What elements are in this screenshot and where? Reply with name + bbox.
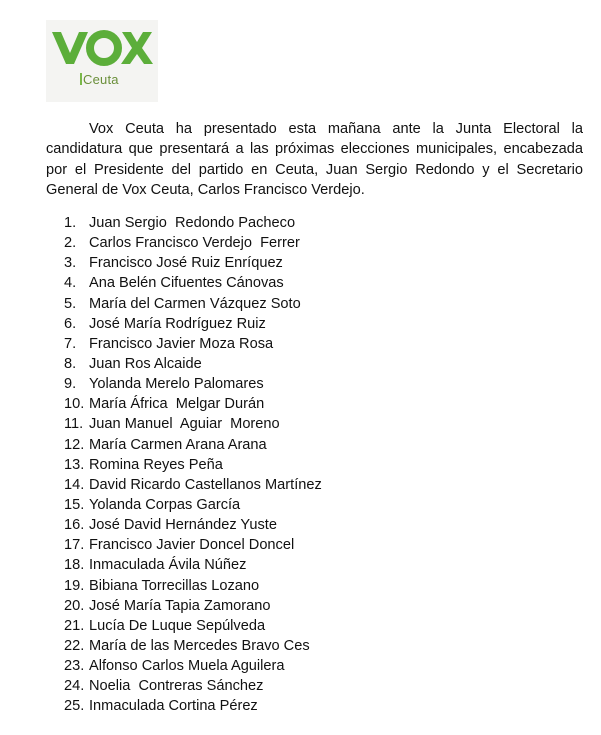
candidate-item xyxy=(64,233,322,253)
candidate-name: Juan Sergio Redondo Pacheco xyxy=(89,215,296,231)
vox-ceuta-logo xyxy=(46,20,158,102)
candidate-number: 17. xyxy=(64,537,85,554)
candidate-number: 18. xyxy=(64,557,85,574)
candidate-number: 4. xyxy=(64,275,77,292)
candidate-number: 14. xyxy=(64,476,85,493)
candidate-number: 3. xyxy=(64,255,77,272)
candidate-number: 25. xyxy=(64,698,85,715)
intro-paragraph: Vox Ceuta ha presentado esta mañana ante la Junta Electoral la candidatura que presentará a las próximas elecciones municipales, encabezada por el Presidente del partido en Ceuta, Juan Sergio Redondo y el Secretario General de Vox Ceuta, Carlos Francisco Verdejo. xyxy=(46,121,583,198)
candidate-number: 16. xyxy=(64,517,85,534)
candidate-item xyxy=(64,596,322,616)
candidate-item xyxy=(64,394,322,414)
candidate-name: María Carmen Arana Arana xyxy=(89,436,267,453)
candidate-name: Ana Belén Cifuentes Cánovas xyxy=(89,275,284,292)
candidate-name: Carlos Francisco Verdejo Ferrer xyxy=(89,235,300,252)
candidate-number: 21. xyxy=(64,617,85,634)
logo-subtitle xyxy=(80,72,119,87)
candidate-name: Francisco José Ruiz Enríquez xyxy=(89,255,283,272)
candidate-name: Bibiana Torrecillas Lozano xyxy=(89,577,260,594)
candidate-item xyxy=(64,314,322,334)
candidate-number: 13. xyxy=(64,456,85,473)
candidate-item xyxy=(64,213,322,233)
candidate-number: 24. xyxy=(64,678,85,695)
candidate-name: Alfonso Carlos Muela Aguilera xyxy=(89,658,285,675)
logo-bar-mark xyxy=(80,73,82,85)
candidate-item xyxy=(64,555,322,575)
candidate-item xyxy=(64,435,322,455)
candidate-number: 7. xyxy=(64,335,77,352)
candidate-number: 22. xyxy=(64,637,85,654)
candidate-item xyxy=(64,636,322,656)
candidate-name: Yolanda Merelo Palomares xyxy=(89,376,264,393)
candidate-name: María de las Mercedes Bravo Ces xyxy=(89,637,310,654)
candidate-name: Noelia Contreras Sánchez xyxy=(89,678,264,695)
candidate-list xyxy=(64,213,322,717)
candidate-name: Juan Manuel Aguiar Moreno xyxy=(89,416,280,433)
candidate-number: 6. xyxy=(64,315,77,332)
candidate-item xyxy=(64,515,322,535)
candidate-item xyxy=(64,676,322,696)
vox-wordmark-logo xyxy=(46,20,158,70)
candidate-item xyxy=(64,495,322,515)
candidate-name: Juan Ros Alcaide xyxy=(89,355,202,372)
candidate-name: Yolanda Corpas García xyxy=(89,496,241,513)
candidate-number: 19. xyxy=(64,577,85,594)
candidate-name: María del Carmen Vázquez Soto xyxy=(89,295,301,312)
candidate-name: José María Tapia Zamorano xyxy=(89,597,271,614)
candidate-item xyxy=(64,696,322,716)
candidate-number: 2. xyxy=(64,235,77,252)
candidate-item xyxy=(64,294,322,314)
candidate-number: 20. xyxy=(64,597,85,614)
candidate-item xyxy=(64,374,322,394)
logo-subtitle-text: Ceuta xyxy=(83,72,119,87)
candidate-number: 10. xyxy=(64,396,85,413)
candidate-name: José María Rodríguez Ruiz xyxy=(89,315,266,332)
candidate-item xyxy=(64,576,322,596)
candidate-item xyxy=(64,475,322,495)
candidate-name: Francisco Javier Moza Rosa xyxy=(89,335,274,352)
candidate-item xyxy=(64,354,322,374)
candidate-item xyxy=(64,616,322,636)
candidate-item xyxy=(64,455,322,475)
candidate-number: 11. xyxy=(64,416,84,433)
candidate-name: Inmaculada Cortina Pérez xyxy=(89,698,258,715)
candidate-name: David Ricardo Castellanos Martínez xyxy=(89,476,322,493)
candidate-number: 12. xyxy=(64,436,85,453)
candidate-name: Francisco Javier Doncel Doncel xyxy=(89,537,295,554)
candidate-number: 9. xyxy=(64,376,77,393)
candidate-item xyxy=(64,334,322,354)
candidate-name: Romina Reyes Peña xyxy=(89,456,223,473)
candidate-number: 15. xyxy=(64,496,85,513)
candidate-name: María África Melgar Durán xyxy=(89,396,265,413)
candidate-number: 23. xyxy=(64,658,85,675)
candidate-name: Inmaculada Ávila Núñez xyxy=(89,557,247,574)
candidate-item xyxy=(64,535,322,555)
candidate-number: 1. xyxy=(64,215,77,231)
candidate-item xyxy=(64,273,322,293)
candidate-item xyxy=(64,656,322,676)
candidate-name: José David Hernández Yuste xyxy=(89,517,277,534)
candidate-name: Lucía De Luque Sepúlveda xyxy=(89,617,266,634)
candidate-number: 5. xyxy=(64,295,77,312)
candidate-item xyxy=(64,414,322,434)
candidate-number: 8. xyxy=(64,355,77,372)
candidate-item xyxy=(64,253,322,273)
